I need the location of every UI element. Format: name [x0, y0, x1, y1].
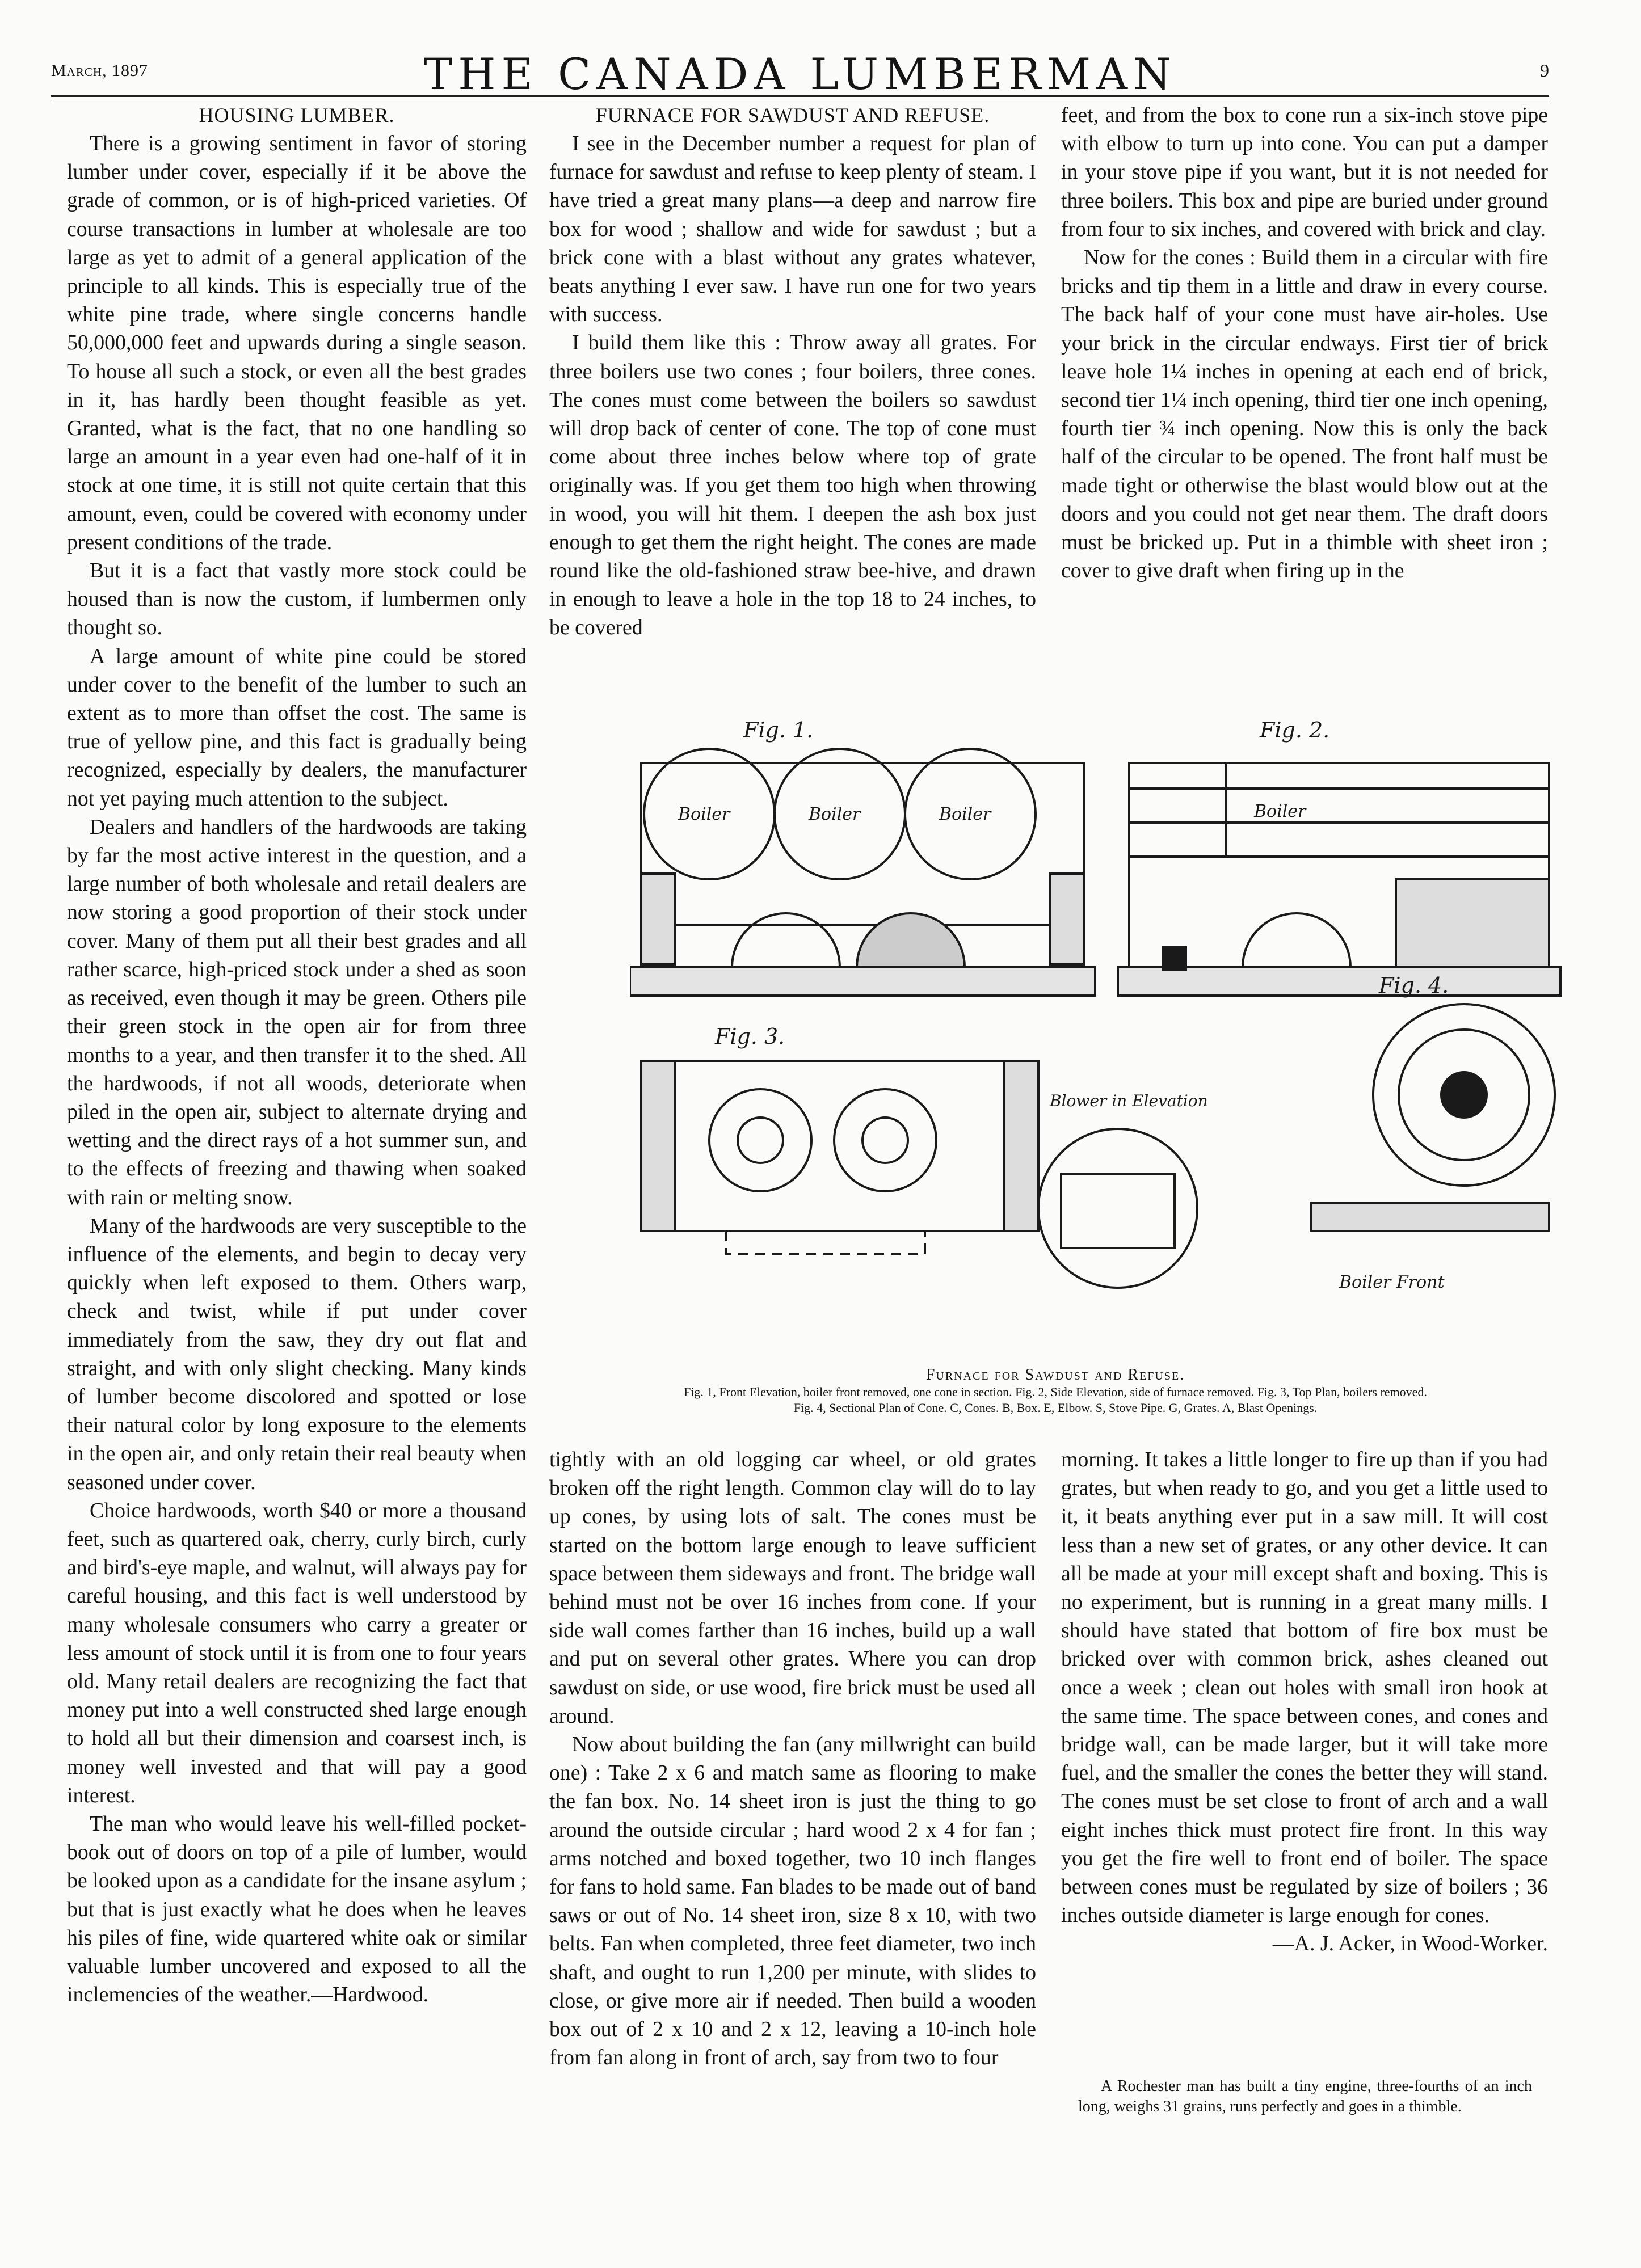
fig4-label: Fig. 4.	[1379, 973, 1449, 998]
paragraph: Choice hardwoods, worth $40 or more a thousand feet, such as quartered oak, cherry, curly birch, curly and bird's-eye maple, and walnut, will always pay for careful housing, and this fact is well understood by many wholesale consumers who carry a greater or less amount of stock until it is from one to four years old. Many retail dealers are recognizing the fact that money put into a well constructed shed large enough to hold all but their dimension and coarsest inch, is money well invested and that will pay a good interest.	[67, 1498, 527, 1807]
figure-caption	[545, 1366, 1566, 1416]
article-title: FURNACE FOR SAWDUST AND REFUSE.	[595, 104, 990, 127]
fig3-label: Fig. 3.	[715, 1024, 785, 1049]
paragraph: I build them like this : Throw away all grates. For three boilers use two cones ; four boilers, three cones. The cones must come between the boilers so sawdust will drop back of center of cone. The top of cone must come about three inches below where top of grate originally was. If you get them too high when throwing in wood, you will hit them. I deepen the ash box just enough to get them the right height. The cones are made round like the old-fashioned straw bee-hive, and drawn in enough to leave a hole in the top 18 to 24 inches, to be covered	[549, 331, 1036, 640]
article-furnace-cont3	[1061, 1445, 1548, 1958]
furnace-diagram	[630, 709, 1566, 1361]
article-furnace	[549, 101, 1036, 642]
article-furnace-cont	[1061, 101, 1548, 585]
fig2-label: Fig. 2.	[1260, 718, 1330, 743]
blower-label: Blower in Elevation	[1050, 1091, 1208, 1110]
paragraph: morning. It takes a little longer to fire up than if you had grates, but when ready to go, and you get a little used to it, it beats anything ever put in a saw mill. It will cost less than a new set of grates, or any other device. It can all be made at your mill except shaft and boxing. This is no experiment, but is running in a great many mills. I should have stated that bottom of fire box must be bricked over with common brick, ashes cleaned out once a week ; clean out holes with small iron hook at the same time. The space between cones, and cones and bridge wall, can be made larger, but it will take more fuel, and the smaller the cones the better they will stand. The cones must be set close to front of arch and a wall eight inches thick must protect fire front. In this way you get the fire well to front end of boiler. The space between cones must be regulated by size of boilers ; 36 inches outside diameter is large enough for cones.	[1061, 1448, 1548, 1928]
caption-title: Furnace for Sawdust and Refuse.	[925, 1366, 1185, 1384]
issue-date: March, 1897	[51, 61, 149, 80]
paragraph: There is a growing sentiment in favor of storing lumber under cover, especially if it be above the grade of common, or is of high-priced varieties. Of course transactions in lumber at wholesale are too large as yet to admit of a general application of the principle to all kinds. This is especially true of the white pine trade, where single concerns handle 50,000,000 feet and upwards during a single season. To house all such a stock, or even all the best grades in it, has hardly been thought feasible as yet. Granted, what is the fact, that no one handling so large an amount in a year even had one-half of it in stock at one time, it is still not quite certain that this amount, even, could be covered with economy under present conditions of the trade.	[67, 132, 527, 554]
page-number: 9	[1540, 60, 1549, 81]
masthead	[51, 50, 1549, 101]
header-rule	[51, 95, 1549, 97]
paragraph: I see in the December number a request for plan of furnace for sawdust and refuse to keep plenty of steam. I have tried a great many plans—a deep and narrow fire box for wood ; shallow and wide for sawdust ; but a brick cone with a blast without any grates whatever, beats anything I ever saw. I have run one for two years with success.	[549, 132, 1036, 327]
boiler-label: Boiler	[809, 804, 861, 824]
paragraph: Now for the cones : Build them in a circular with fire bricks and tip them in a little and draw in every course. The back half of your cone must have air-holes. Use your brick in the circular endways. First tier of brick leave hole 1¼ inches in opening at each end of brick, second tier 1¼ inch opening, third tier one inch opening, fourth tier ¾ inch opening. Now this is only the back half of the circular to be opened. The front half must be made tight or otherwise the blast would blow out at the doors and you could not get near them. The draft doors must be bricked up. Put in a thimble with sheet iron ; cover to give draft when firing up in the	[1061, 246, 1548, 583]
boiler-label: Boiler	[1254, 802, 1306, 821]
fig1-label: Fig. 1.	[743, 718, 814, 743]
paragraph: feet, and from the box to cone run a six-inch stove pipe with elbow to turn up into cone. You can put a damper in your stove pipe if you want, but it is not needed for three boilers. This box and pipe are buried under ground from four to six inches, and covered with brick and clay.	[1061, 103, 1548, 241]
caption-line: Fig. 4, Sectional Plan of Cone. C, Cones. B, Box. E, Elbow. S, Stove Pipe. G, Grates. A, Blast Openings.	[793, 1401, 1318, 1415]
paragraph: tightly with an old logging car wheel, or old grates broken off the right length. Common clay will do to lay up cones, by using lots of salt. The cones must be started on the bottom large enough to leave sufficient space between them sideways and front. The bridge wall behind must not be over 16 inches from cone. If your side wall comes farther than 16 inches, build up a wall and put on several other grates. Where you can drop sawdust on side, or use wood, fire brick must be used all around.	[549, 1448, 1036, 1728]
article-title: HOUSING LUMBER.	[199, 104, 395, 127]
paragraph: A large amount of white pine could be stored under cover to the benefit of the lumber to such an extent as to more than offset the cost. The same is true of yellow pine, and this fact is gradually being recognized, especially by dealers, the manufacturer not yet paying much attention to the subject.	[67, 644, 527, 811]
boiler-front-label: Boiler Front	[1339, 1272, 1445, 1292]
newspaper-title: THE CANADA LUMBERMAN	[423, 49, 1177, 99]
news-note: A Rochester man has built a tiny engine, three-fourths of an inch long, weighs 31 grains, runs perfectly and goes in a thimble.	[1078, 2077, 1532, 2115]
article-housing-lumber	[67, 101, 527, 2009]
article-furnace-cont2	[549, 1445, 1036, 2072]
paragraph: Many of the hardwoods are very susceptible to the influence of the elements, and begin to decay very quickly when left exposed to them. Others warp, check and twist, while if put under cover immediately from the saw, they dry out flat and straight, and with only slight checking. Many kinds of lumber become discolored and spotted or lose their natural color by long exposure to the elements in the open air, and only retain their real beauty when seasoned under cover.	[67, 1213, 527, 1494]
caption-line: Fig. 1, Front Elevation, boiler front removed, one cone in section. Fig. 2, Side Elevation, side of furnace removed. Fig. 3, Top Plan, boilers removed.	[684, 1385, 1427, 1399]
paragraph: But it is a fact that vastly more stock could be housed than is now the custom, if lumbermen only thought so.	[67, 559, 527, 640]
boiler-label: Boiler	[678, 804, 730, 824]
article-signature: —A. J. Acker, in Wood-Worker.	[1272, 1932, 1548, 1956]
paragraph: Now about building the fan (any millwright can build one) : Take 2 x 6 and match same as flooring to make the fan box. No. 14 sheet iron is just the thing to go around the outside circular ; hard wood 2 x 4 for fan ; arms notched and boxed together, two 10 inch flanges for fans to hold same. Fan blades to be made out of band saws or out of No. 14 sheet iron, size 8 x 10, with two belts. Fan when completed, three feet diameter, two inch shaft, and ought to run 1,200 per minute, with slides to close, or give more air if needed. Then build a wooden box out of 2 x 10 and 2 x 12, leaving a 10-inch hole from fan along in front of arch, say from two to four	[549, 1732, 1036, 2070]
paragraph: Dealers and handlers of the hardwoods are taking by far the most active interest in the question, and a large number of both wholesale and retail dealers are now storing a good proportion of their stock under cover. Many of them put all their best grades and all rather scarce, high-priced stock under a shed as soon as received, even though it may be green. Others pile their green stock in the open air for from three months to a year, and then transfer it to the shed. All the hardwoods, if not all woods, deteriorate when piled in the open air, subject to alternate drying and wetting and the direct rays of a hot summer sun, and to the effects of freezing and thawing when soaked with rain or melting snow.	[67, 815, 527, 1209]
boiler-label: Boiler	[939, 804, 991, 824]
paragraph: The man who would leave his well-filled pocket-book out of doors on top of a pile of lumber, would be looked upon as a candidate for the insane asylum ; but that is just exactly what he does when he leaves his piles of fine, wide quartered white oak or similar valuable lumber uncovered and exposed to all the inclemencies of the weather.—Hardwood.	[67, 1811, 527, 2007]
